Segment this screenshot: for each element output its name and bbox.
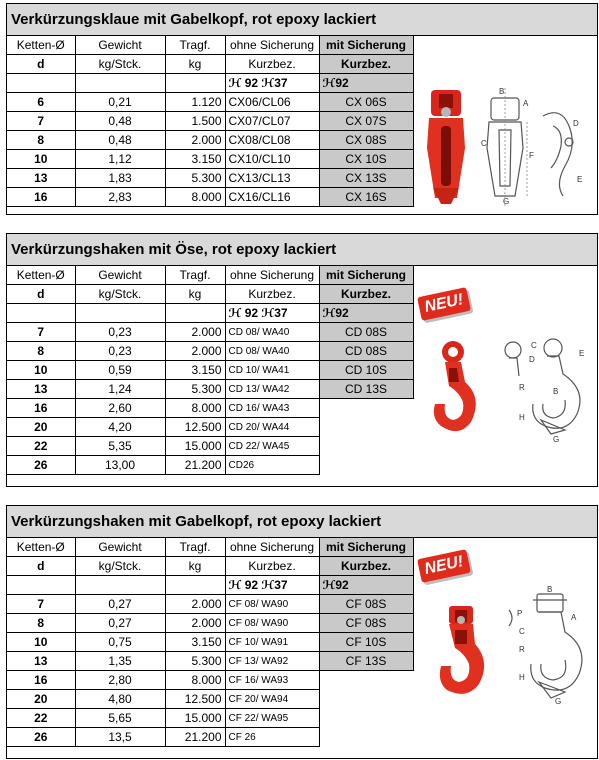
cell-weight: 0,27 xyxy=(75,595,165,614)
spec-table xyxy=(7,266,414,475)
cell-weight: 13,00 xyxy=(75,456,165,475)
cell-code-safety: CF 10S xyxy=(319,633,413,652)
cell-code-safety: CX 13S xyxy=(319,169,413,188)
cell-code: CX08/CL08 xyxy=(225,131,319,150)
table-unit-row xyxy=(7,285,413,304)
dim-label: R xyxy=(519,645,525,654)
grade-cell: ℋ92 xyxy=(319,576,413,595)
table-row xyxy=(7,131,413,150)
table-row xyxy=(7,169,413,188)
dim-label: H xyxy=(519,413,525,422)
table-row xyxy=(7,652,413,671)
col-header: ohne Sicherung xyxy=(225,36,319,55)
cell-weight: 0,48 xyxy=(75,131,165,150)
table-row xyxy=(7,188,413,207)
col-header: ohne Sicherung xyxy=(225,538,319,557)
grade-cell: ℋ92 xyxy=(319,74,413,93)
table-header-row xyxy=(7,538,413,557)
cell-chain: 20 xyxy=(7,418,75,437)
unit-cell: Kurzbez. xyxy=(225,55,319,74)
cell-code: CD26 xyxy=(225,456,319,475)
cell-capacity: 8.000 xyxy=(165,188,225,207)
cell-code: CD 08/ WA40 xyxy=(225,323,319,342)
cell-weight: 1,83 xyxy=(75,169,165,188)
table-row xyxy=(7,150,413,169)
unit-cell: kg/Stck. xyxy=(75,557,165,576)
dim-label: B xyxy=(553,387,559,396)
cell-capacity: 2.000 xyxy=(165,131,225,150)
grade-cell: ℋ 92 ℋ37 xyxy=(225,576,319,595)
dim-label: H xyxy=(519,673,525,682)
col-header: mit Sicherung xyxy=(319,266,413,285)
cell-chain: 8 xyxy=(7,131,75,150)
cell-code: CD 22/ WA45 xyxy=(225,437,319,456)
table-unit-row xyxy=(7,55,413,74)
cell-weight: 1,35 xyxy=(75,652,165,671)
section-title: Verkürzungshaken mit Öse, rot epoxy lackiert xyxy=(7,234,597,266)
cell-weight: 5,35 xyxy=(75,437,165,456)
cell-weight: 2,80 xyxy=(75,671,165,690)
cell-weight: 2,83 xyxy=(75,188,165,207)
cell-capacity: 3.150 xyxy=(165,361,225,380)
cell-weight: 1,24 xyxy=(75,380,165,399)
unit-cell: kg xyxy=(165,557,225,576)
table-grade-row xyxy=(7,304,413,323)
cell-chain: 16 xyxy=(7,671,75,690)
dim-label: G xyxy=(555,697,562,706)
unit-cell: d xyxy=(7,557,75,576)
dim-label: E xyxy=(577,175,583,184)
dim-label: R xyxy=(519,383,525,392)
unit-cell: Kurzbez. xyxy=(319,285,413,304)
table-grade-row xyxy=(7,576,413,595)
cell-code: CF 13/ WA92 xyxy=(225,652,319,671)
unit-cell: kg xyxy=(165,285,225,304)
cell-code-safety: CF 13S xyxy=(319,652,413,671)
dim-label: C xyxy=(481,139,487,148)
table-row xyxy=(7,456,413,475)
col-header: Gewicht xyxy=(75,538,165,557)
grade-cell: ℋ92 xyxy=(319,304,413,323)
cell-weight: 0,75 xyxy=(75,633,165,652)
cell-chain: 26 xyxy=(7,728,75,747)
cell-capacity: 5.300 xyxy=(165,169,225,188)
section-title: Verkürzungshaken mit Gabelkopf, rot epoxy lackiert xyxy=(7,506,597,538)
dim-label: F xyxy=(529,151,534,160)
cell-code-safety: CX 16S xyxy=(319,188,413,207)
new-badge: NEU! xyxy=(417,549,471,583)
cell-capacity: 12.500 xyxy=(165,418,225,437)
cell-code-safety: CF 08S xyxy=(319,595,413,614)
cell-code: CX16/CL16 xyxy=(225,188,319,207)
grade-cell: ℋ 92 ℋ37 xyxy=(225,74,319,93)
cell-chain: 10 xyxy=(7,150,75,169)
col-header: Ketten-Ø xyxy=(7,538,75,557)
cell-chain: 22 xyxy=(7,437,75,456)
cell-chain: 10 xyxy=(7,633,75,652)
cell-code-safety: CD 08S xyxy=(319,342,413,361)
col-header: mit Sicherung xyxy=(319,538,413,557)
cell-chain: 7 xyxy=(7,112,75,131)
table-row xyxy=(7,323,413,342)
cell-code: CX13/CL13 xyxy=(225,169,319,188)
cell-code: CF 08/ WA90 xyxy=(225,595,319,614)
table-row xyxy=(7,671,413,690)
cell-chain: 13 xyxy=(7,169,75,188)
cell-weight: 13,5 xyxy=(75,728,165,747)
cell-code: CF 08/ WA90 xyxy=(225,614,319,633)
cell-code: CF 22/ WA95 xyxy=(225,709,319,728)
cell-code-safety: CD 08S xyxy=(319,323,413,342)
col-header: Gewicht xyxy=(75,266,165,285)
dim-label: C xyxy=(519,627,525,636)
unit-cell: Kurzbez. xyxy=(225,285,319,304)
cell-weight: 2,60 xyxy=(75,399,165,418)
col-header: Ketten-Ø xyxy=(7,266,75,285)
cell-weight: 0,21 xyxy=(75,93,165,112)
section-claw-clevis xyxy=(6,3,598,215)
cell-code-safety: CX 06S xyxy=(319,93,413,112)
dim-label: G xyxy=(553,435,560,444)
cell-chain: 16 xyxy=(7,188,75,207)
unit-cell: d xyxy=(7,55,75,74)
cell-weight: 0,48 xyxy=(75,112,165,131)
dim-label: E xyxy=(579,349,585,358)
table-row xyxy=(7,112,413,131)
cell-capacity: 1.120 xyxy=(165,93,225,112)
dim-label: B xyxy=(547,586,553,594)
table-row xyxy=(7,342,413,361)
dim-label: B xyxy=(499,87,505,96)
cell-chain: 8 xyxy=(7,614,75,633)
cell-code: CD 10/ WA41 xyxy=(225,361,319,380)
table-row xyxy=(7,709,413,728)
cell-code-safety: CX 07S xyxy=(319,112,413,131)
cell-weight: 0,23 xyxy=(75,342,165,361)
cell-chain: 8 xyxy=(7,342,75,361)
cell-chain: 16 xyxy=(7,399,75,418)
unit-cell: kg/Stck. xyxy=(75,285,165,304)
cell-code-safety: CX 10S xyxy=(319,150,413,169)
cell-code: CD 20/ WA44 xyxy=(225,418,319,437)
table-row xyxy=(7,399,413,418)
cell-capacity: 15.000 xyxy=(165,437,225,456)
dim-label: A xyxy=(523,99,529,108)
section-eye-hook xyxy=(6,233,598,487)
cell-chain: 22 xyxy=(7,709,75,728)
cell-capacity: 5.300 xyxy=(165,380,225,399)
table-row xyxy=(7,690,413,709)
cell-chain: 26 xyxy=(7,456,75,475)
table-row xyxy=(7,633,413,652)
cell-code: CD 08/ WA40 xyxy=(225,342,319,361)
cell-chain: 6 xyxy=(7,93,75,112)
dim-label: D xyxy=(529,355,535,364)
cell-code: CF 20/ WA94 xyxy=(225,690,319,709)
col-header: Gewicht xyxy=(75,36,165,55)
col-header: ohne Sicherung xyxy=(225,266,319,285)
cell-code: CF 26 xyxy=(225,728,319,747)
cell-chain: 13 xyxy=(7,380,75,399)
cell-weight: 4,80 xyxy=(75,690,165,709)
col-header: Tragf. xyxy=(165,266,225,285)
section-title: Verkürzungsklaue mit Gabelkopf, rot epoxy lackiert xyxy=(7,4,597,36)
technical-drawing-claw xyxy=(477,86,593,208)
cell-chain: 7 xyxy=(7,595,75,614)
product-photo-eye-hook xyxy=(427,338,489,438)
unit-cell: kg xyxy=(165,55,225,74)
cell-weight: 1,12 xyxy=(75,150,165,169)
unit-cell: Kurzbez. xyxy=(319,557,413,576)
cell-capacity: 3.150 xyxy=(165,633,225,652)
table-header-row xyxy=(7,266,413,285)
cell-code-safety: CD 10S xyxy=(319,361,413,380)
table-unit-row xyxy=(7,557,413,576)
cell-weight: 0,59 xyxy=(75,361,165,380)
table-row xyxy=(7,614,413,633)
technical-drawing-eye-hook xyxy=(491,334,595,444)
product-photo-claw xyxy=(421,88,471,206)
cell-capacity: 2.000 xyxy=(165,342,225,361)
table-row xyxy=(7,728,413,747)
cell-code: CF 10/ WA91 xyxy=(225,633,319,652)
cell-capacity: 2.000 xyxy=(165,614,225,633)
cell-code: CX10/CL10 xyxy=(225,150,319,169)
table-row xyxy=(7,93,413,112)
table-row xyxy=(7,418,413,437)
cell-capacity: 15.000 xyxy=(165,709,225,728)
cell-code-safety: CD 13S xyxy=(319,380,413,399)
cell-capacity: 8.000 xyxy=(165,671,225,690)
cell-weight: 5,65 xyxy=(75,709,165,728)
unit-cell: kg/Stck. xyxy=(75,55,165,74)
cell-capacity: 5.300 xyxy=(165,652,225,671)
table-row xyxy=(7,437,413,456)
dim-label: P xyxy=(517,609,523,618)
dim-label: A xyxy=(571,613,577,622)
spec-table xyxy=(7,538,414,747)
table-row xyxy=(7,361,413,380)
table-header-row xyxy=(7,36,413,55)
cell-capacity: 1.500 xyxy=(165,112,225,131)
grade-cell: ℋ 92 ℋ37 xyxy=(225,304,319,323)
cell-weight: 4,20 xyxy=(75,418,165,437)
dim-label: C xyxy=(531,341,537,350)
spec-table xyxy=(7,36,414,207)
cell-code: CX07/CL07 xyxy=(225,112,319,131)
cell-capacity: 3.150 xyxy=(165,150,225,169)
cell-weight: 0,27 xyxy=(75,614,165,633)
dim-label: D xyxy=(573,119,579,128)
col-header: Tragf. xyxy=(165,36,225,55)
cell-capacity: 12.500 xyxy=(165,690,225,709)
cell-chain: 20 xyxy=(7,690,75,709)
table-row xyxy=(7,595,413,614)
cell-capacity: 2.000 xyxy=(165,595,225,614)
unit-cell: Kurzbez. xyxy=(225,557,319,576)
cell-capacity: 8.000 xyxy=(165,399,225,418)
cell-code: CD 16/ WA43 xyxy=(225,399,319,418)
cell-capacity: 21.200 xyxy=(165,456,225,475)
cell-code-safety: CX 08S xyxy=(319,131,413,150)
table-grade-row xyxy=(7,74,413,93)
cell-code: CF 16/ WA93 xyxy=(225,671,319,690)
cell-code: CD 13/ WA42 xyxy=(225,380,319,399)
cell-code-safety: CF 08S xyxy=(319,614,413,633)
section-clevis-hook xyxy=(6,505,598,759)
cell-weight: 0,23 xyxy=(75,323,165,342)
col-header: mit Sicherung xyxy=(319,36,413,55)
table-row xyxy=(7,380,413,399)
cell-chain: 13 xyxy=(7,652,75,671)
cell-chain: 10 xyxy=(7,361,75,380)
cell-chain: 7 xyxy=(7,323,75,342)
cell-capacity: 21.200 xyxy=(165,728,225,747)
col-header: Tragf. xyxy=(165,538,225,557)
unit-cell: d xyxy=(7,285,75,304)
col-header: Ketten-Ø xyxy=(7,36,75,55)
cell-capacity: 2.000 xyxy=(165,323,225,342)
unit-cell: Kurzbez. xyxy=(319,55,413,74)
product-photo-clevis-hook xyxy=(431,604,495,700)
new-badge: NEU! xyxy=(417,287,471,321)
cell-code: CX06/CL06 xyxy=(225,93,319,112)
technical-drawing-clevis-hook xyxy=(499,586,595,706)
dim-label: G xyxy=(503,197,510,206)
